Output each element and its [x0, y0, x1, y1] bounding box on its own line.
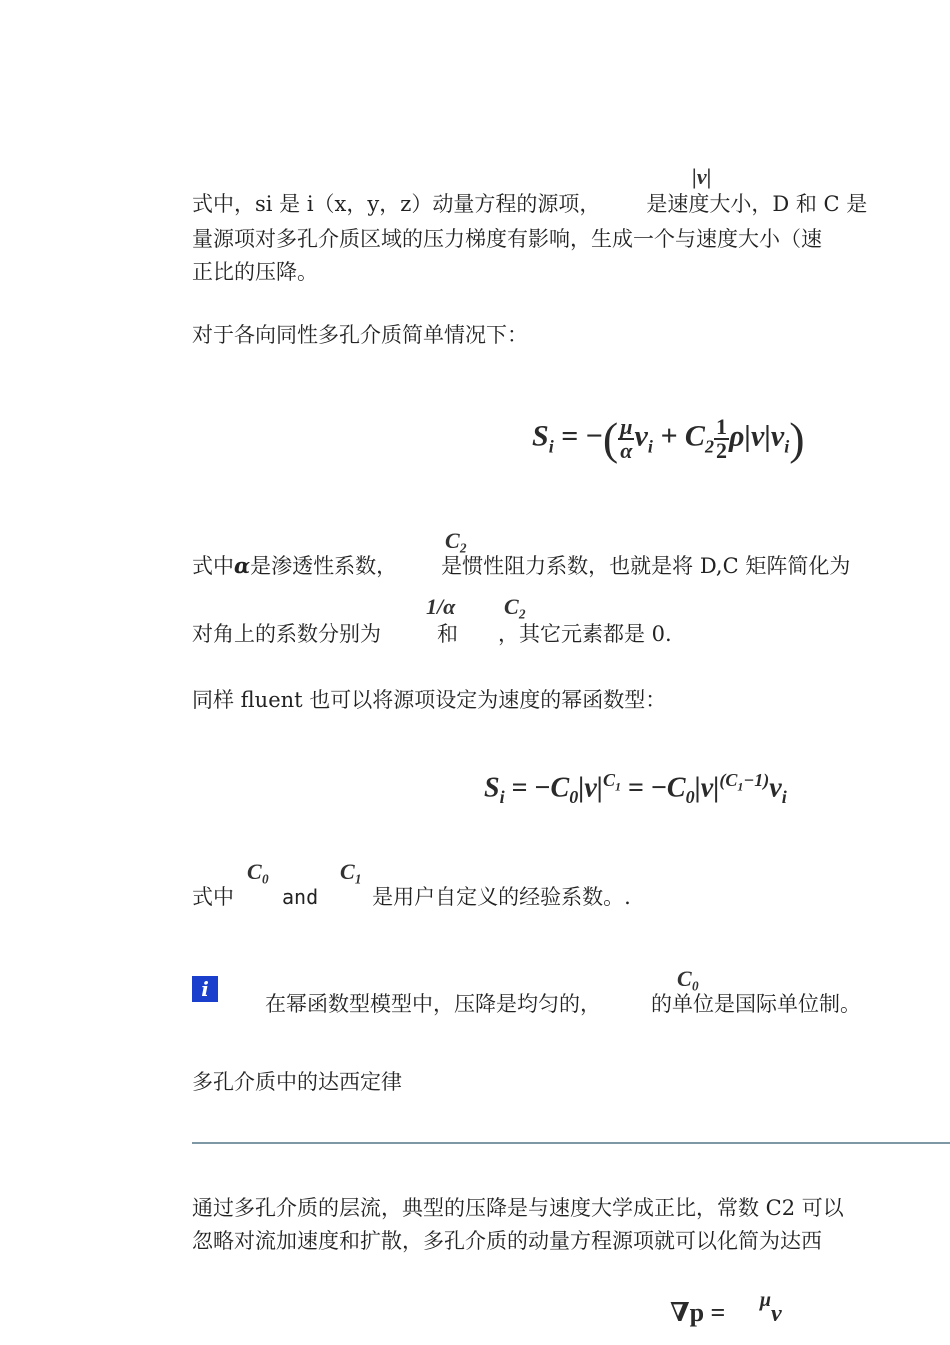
c0-symbol: C₀ — [247, 859, 270, 884]
text-span: 式中，si 是 i（x，y，z）动量方程的源项， — [192, 192, 601, 216]
text-span: and — [282, 885, 319, 909]
c0-symbol: C₀ — [677, 966, 700, 991]
paragraph-line: 同样 fluent 也可以将源项设定为速度的幂函数型： — [192, 688, 667, 712]
paragraph-line — [192, 550, 850, 582]
text-span: 式中 — [192, 885, 234, 909]
inverse-alpha-symbol: 1/α — [426, 594, 456, 619]
paragraph-line: 忽略对流加速度和扩散，多孔介质的动量方程源项就可以化简为达西 — [192, 1229, 822, 1253]
eq-symbol: S — [532, 419, 549, 453]
note-line — [265, 988, 861, 1020]
text-span: 和 — [437, 622, 458, 646]
divider — [192, 1142, 950, 1144]
alpha-symbol: α — [234, 553, 251, 578]
eq-symbol: v⃗ — [770, 1301, 801, 1327]
paragraph-line: 通过多孔介质的层流，典型的压降是与速度大学成正比，常数 C2 可以 — [192, 1196, 844, 1220]
text-span: 是渗透性系数， — [250, 554, 398, 578]
c2-symbol: C₂ — [504, 594, 527, 619]
equation-source-term: $S_i$ = −( $\frac{\mu}{\alpha}$ $v_i + C_2$ $\frac{1}{2}$ $\rho|v|v_i$) — [532, 413, 805, 464]
paragraph-line — [192, 618, 672, 650]
eq-subscript: i — [548, 436, 554, 457]
paragraph-line: 对于各向同性多孔介质简单情况下： — [192, 323, 528, 347]
text-span: 是惯性阻力系数，也就是将 D,C 矩阵简化为 — [441, 554, 851, 578]
abs-v-symbol: |v| — [692, 164, 712, 189]
text-span: 是用户自定义的经验系数。. — [372, 885, 631, 909]
paragraph-line: 量源项对多孔介质区域的压力梯度有影响，生成一个与速度大小（速 — [192, 227, 822, 251]
section-heading: 多孔介质中的达西定律 — [192, 1070, 402, 1094]
text-span: 是速度大小，D 和 C 是 — [646, 192, 868, 216]
equation-power-law: $S_i = -C_0|v|^{C_1} = -C_0|v|^{(C_1-1)}v_i$ — [484, 770, 787, 807]
equation-darcy — [670, 1289, 801, 1328]
info-icon: i — [192, 976, 218, 1002]
paragraph-line — [192, 188, 867, 220]
text-span: 对角上的系数分别为 — [192, 622, 381, 646]
text-span: ，其它元素都是 0. — [498, 622, 672, 646]
eq-symbol: μ — [759, 1289, 771, 1311]
c2-symbol: C₂ — [445, 528, 468, 553]
text-span: 在幂函数型模型中，压降是均匀的， — [265, 992, 601, 1016]
text-span: 式中 — [192, 554, 234, 578]
text-span: 的单位是国际单位制。 — [651, 992, 861, 1016]
paragraph-line — [192, 881, 631, 913]
paragraph-line: 正比的压降。 — [192, 260, 318, 284]
c1-symbol: C₁ — [340, 859, 363, 884]
eq-symbol: ∇p = — [670, 1298, 726, 1327]
